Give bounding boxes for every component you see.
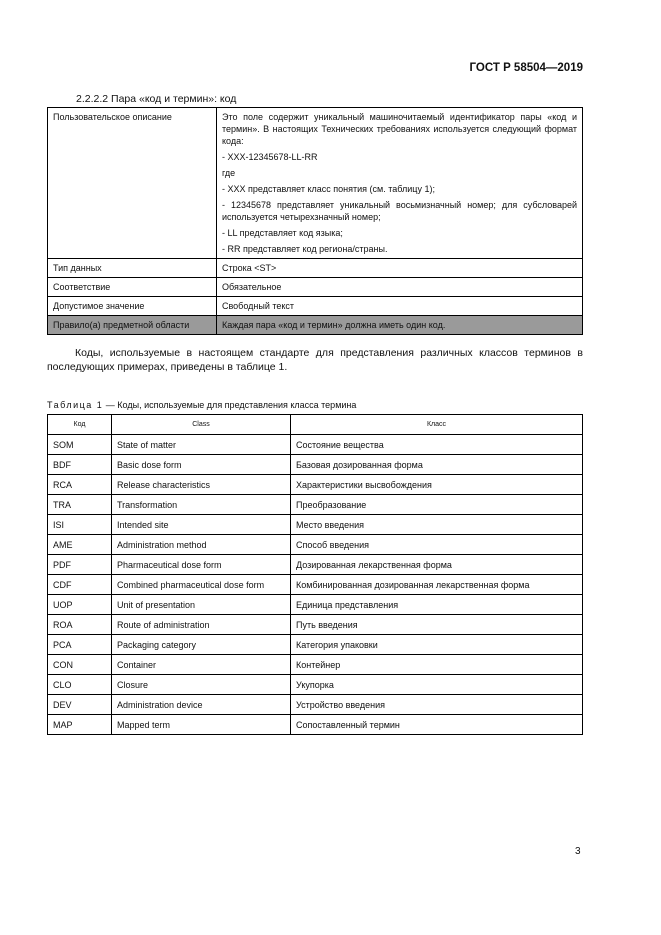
spec-description bbox=[217, 108, 583, 259]
cell-class-en: State of matter bbox=[112, 435, 291, 455]
spec-row-domain-rule bbox=[48, 316, 583, 335]
cell-class-ru: Преобразование bbox=[291, 495, 583, 515]
desc-line: - XXX-12345678-LL-RR bbox=[222, 152, 318, 162]
spec-label: Соответствие bbox=[48, 278, 217, 297]
cell-class-ru: Устройство введения bbox=[291, 695, 583, 715]
table-row bbox=[48, 575, 583, 595]
cell-class-ru: Категория упаковки bbox=[291, 635, 583, 655]
cell-class-ru: Характеристики высвобождения bbox=[291, 475, 583, 495]
spec-label: Пользовательское описание bbox=[48, 108, 217, 259]
spec-table bbox=[47, 107, 583, 335]
cell-class-en: Transformation bbox=[112, 495, 291, 515]
cell-class-ru: Контейнер bbox=[291, 655, 583, 675]
cell-class-en: Closure bbox=[112, 675, 291, 695]
desc-line: - XXX представляет класс понятия (см. таблицу 1); bbox=[222, 184, 435, 194]
spec-value: Свободный текст bbox=[217, 297, 583, 316]
cell-class-en: Route of administration bbox=[112, 615, 291, 635]
cell-code: CON bbox=[48, 655, 112, 675]
page-number: 3 bbox=[575, 846, 581, 857]
cell-code: CLO bbox=[48, 675, 112, 695]
section-title: 2.2.2.2 Пара «код и термин»: код bbox=[76, 93, 237, 105]
desc-line: - 12345678 представляет уникальный восьмизначный номер; для субсловарей используется четырехзначный номер; bbox=[222, 200, 577, 222]
spec-label: Тип данных bbox=[48, 259, 217, 278]
cell-class-ru: Базовая дозированная форма bbox=[291, 455, 583, 475]
document-code: ГОСТ Р 58504—2019 bbox=[469, 62, 583, 74]
body-paragraph: Коды, используемые в настоящем стандарте для представления различных классов терминов в последующих примерах, приведены в таблице 1. bbox=[47, 347, 583, 373]
cell-class-en: Combined pharmaceutical dose form bbox=[112, 575, 291, 595]
spec-label: Правило(а) предметной области bbox=[48, 316, 217, 335]
cell-class-ru: Путь введения bbox=[291, 615, 583, 635]
cell-code: ROA bbox=[48, 615, 112, 635]
cell-class-ru: Место введения bbox=[291, 515, 583, 535]
cell-code: AME bbox=[48, 535, 112, 555]
table-row bbox=[48, 615, 583, 635]
desc-line: Это поле содержит уникальный машиночитаемый идентификатор пары «код и термин». В настоящих Технических требованиях используется следующий формат кода: bbox=[222, 112, 577, 146]
cell-class-ru: Дозированная лекарственная форма bbox=[291, 555, 583, 575]
cell-code: RCA bbox=[48, 475, 112, 495]
table-caption-text: — Коды, используемые для представления класса термина bbox=[103, 400, 357, 410]
column-header-code: Код bbox=[48, 415, 112, 435]
codes-table bbox=[47, 414, 583, 735]
cell-class-en: Administration method bbox=[112, 535, 291, 555]
cell-class-ru: Сопоставленный термин bbox=[291, 715, 583, 735]
cell-class-ru: Состояние вещества bbox=[291, 435, 583, 455]
table-row bbox=[48, 455, 583, 475]
cell-class-ru: Комбинированная дозированная лекарственная форма bbox=[291, 575, 583, 595]
spec-row-data-type bbox=[48, 259, 583, 278]
table-row bbox=[48, 515, 583, 535]
table-row bbox=[48, 435, 583, 455]
cell-code: PCA bbox=[48, 635, 112, 655]
cell-class-en: Administration device bbox=[112, 695, 291, 715]
desc-line: где bbox=[222, 168, 236, 178]
cell-code: UOP bbox=[48, 595, 112, 615]
table-row bbox=[48, 715, 583, 735]
table-row bbox=[48, 655, 583, 675]
table-row bbox=[48, 635, 583, 655]
table-row bbox=[48, 675, 583, 695]
spec-value: Строка <ST> bbox=[217, 259, 583, 278]
cell-code: TRA bbox=[48, 495, 112, 515]
cell-code: PDF bbox=[48, 555, 112, 575]
column-header-class-ru: Класс bbox=[291, 415, 583, 435]
table-caption-label: Таблица 1 bbox=[47, 400, 104, 410]
spec-row-allowed-value bbox=[48, 297, 583, 316]
cell-class-en: Mapped term bbox=[112, 715, 291, 735]
cell-class-ru: Способ введения bbox=[291, 535, 583, 555]
desc-line: - RR представляет код региона/страны. bbox=[222, 244, 388, 254]
cell-class-ru: Укупорка bbox=[291, 675, 583, 695]
spec-value: Обязательное bbox=[217, 278, 583, 297]
column-header-class-en: Class bbox=[112, 415, 291, 435]
cell-class-en: Container bbox=[112, 655, 291, 675]
cell-class-en: Basic dose form bbox=[112, 455, 291, 475]
cell-code: MAP bbox=[48, 715, 112, 735]
cell-class-en: Unit of presentation bbox=[112, 595, 291, 615]
table-row bbox=[48, 495, 583, 515]
spec-row-description bbox=[48, 108, 583, 259]
table-row bbox=[48, 695, 583, 715]
cell-class-en: Release characteristics bbox=[112, 475, 291, 495]
spec-value: Каждая пара «код и термин» должна иметь один код. bbox=[217, 316, 583, 335]
table-row bbox=[48, 595, 583, 615]
cell-class-en: Pharmaceutical dose form bbox=[112, 555, 291, 575]
cell-code: CDF bbox=[48, 575, 112, 595]
desc-line: - LL представляет код языка; bbox=[222, 228, 343, 238]
cell-class-en: Packaging category bbox=[112, 635, 291, 655]
cell-class-en: Intended site bbox=[112, 515, 291, 535]
table-row bbox=[48, 535, 583, 555]
cell-code: ISI bbox=[48, 515, 112, 535]
spec-row-conformance bbox=[48, 278, 583, 297]
spec-label: Допустимое значение bbox=[48, 297, 217, 316]
table-caption bbox=[47, 400, 356, 410]
table-row bbox=[48, 555, 583, 575]
table-row bbox=[48, 475, 583, 495]
cell-code: DEV bbox=[48, 695, 112, 715]
cell-code: SOM bbox=[48, 435, 112, 455]
table-header-row bbox=[48, 415, 583, 435]
cell-code: BDF bbox=[48, 455, 112, 475]
cell-class-ru: Единица представления bbox=[291, 595, 583, 615]
